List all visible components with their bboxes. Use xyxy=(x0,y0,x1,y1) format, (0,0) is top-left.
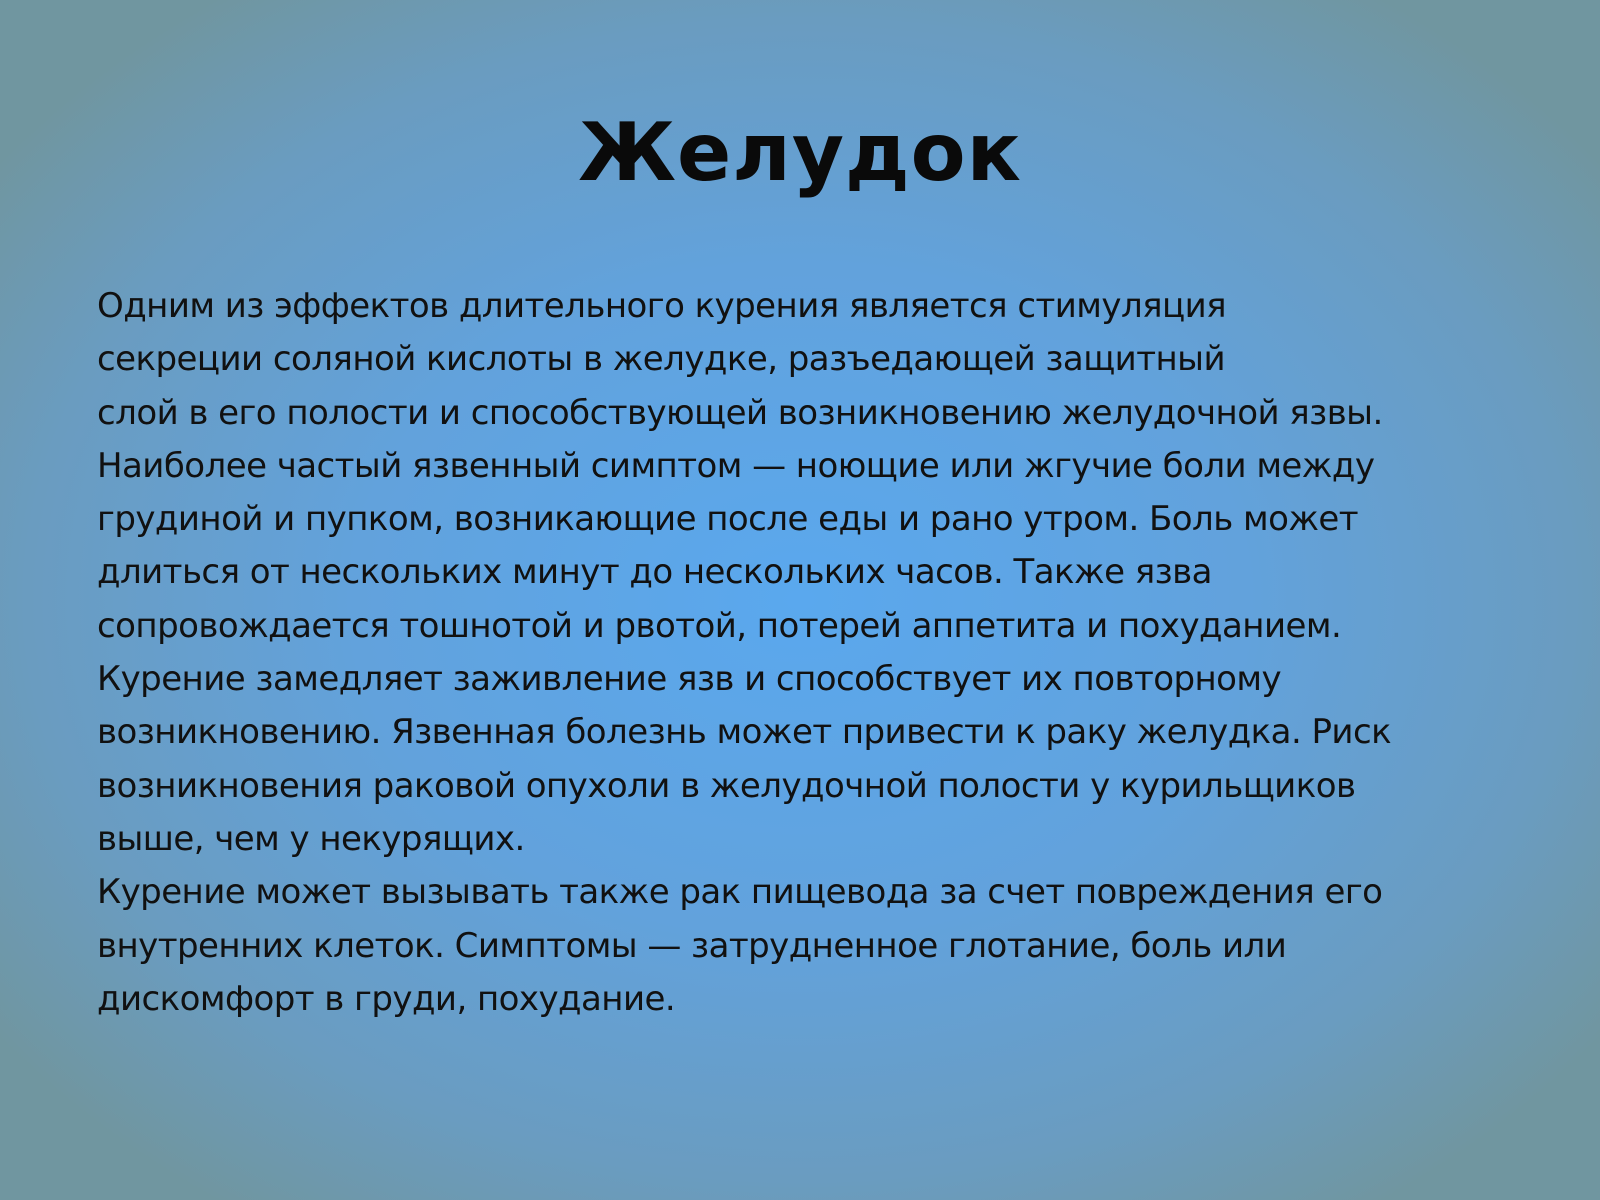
text-line: Курение может вызывать также рак пищевода за счет повреждения его xyxy=(97,872,1383,913)
text-line: грудиной и пупком, возникающие после еды и рано утром. Боль может xyxy=(97,499,1359,540)
text-line: возникновения раковой опухоли в желудочной полости у курильщиков xyxy=(97,765,1356,806)
text-line: Наиболее частый язвенный симптом — ноющие или жгучие боли между xyxy=(97,445,1375,486)
text-line: возникновению. Язвенная болезнь может привести к раку желудка. Риск xyxy=(97,712,1392,753)
text-line: дискомфорт в груди, похудание. xyxy=(97,978,676,1019)
slide-body-text xyxy=(97,280,1517,1026)
text-line: сопровождается тошнотой и рвотой, потерей аппетита и похуданием. xyxy=(97,605,1342,646)
text-line: длиться от нескольких минут до нескольких часов. Также язва xyxy=(97,552,1212,593)
slide-title: Желудок xyxy=(578,106,1022,199)
text-line: слой в его полости и способствующей возникновению желудочной язвы. xyxy=(97,392,1383,433)
text-line: Одним из эффектов длительного курения является стимуляция xyxy=(97,286,1227,326)
text-line: секреции соляной кислоты в желудке, разъедающей защитный xyxy=(97,339,1226,380)
text-line: Курение замедляет заживление язв и способствует их повторному xyxy=(97,659,1282,700)
text-line: внутренних клеток. Симптомы — затрудненное глотание, боль или xyxy=(97,925,1287,966)
text-line: выше, чем у некурящих. xyxy=(97,818,525,859)
